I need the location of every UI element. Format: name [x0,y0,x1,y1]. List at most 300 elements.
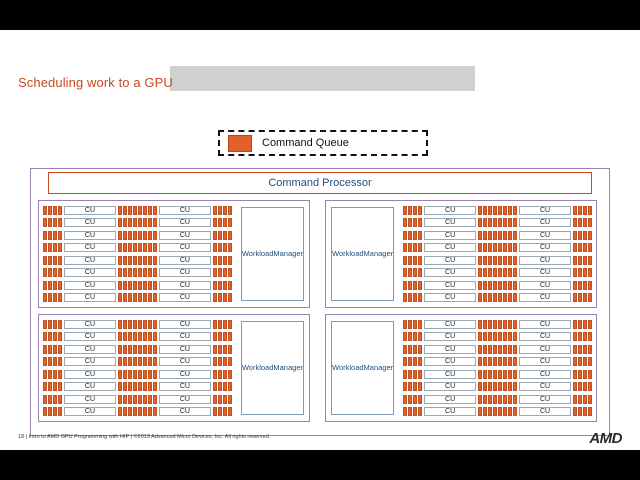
simd-bar [573,293,577,302]
simd-bar-group [138,231,157,240]
cu-row [43,230,232,240]
simd-bar [123,218,127,227]
simd-bar [413,382,417,391]
cu-row [43,255,232,265]
simd-bar [418,293,422,302]
cu-label: CU [519,231,571,240]
simd-bar [213,370,217,379]
simd-bar-group [573,395,592,404]
simd-bar-group [138,256,157,265]
simd-bar [48,395,52,404]
simd-bar-group [498,218,517,227]
simd-bar [413,345,417,354]
simd-bar [138,293,142,302]
workload-manager [241,207,304,301]
simd-bar [148,243,152,252]
simd-bar [478,256,482,265]
simd-bar [228,357,232,366]
simd-bar [508,281,512,290]
simd-bar [118,382,122,391]
cu-row [43,293,232,303]
simd-bar [43,357,47,366]
simd-bar [483,357,487,366]
simd-bar [133,231,137,240]
simd-bar-group [43,357,62,366]
cu-label: CU [519,218,571,227]
command-queue-swatch [228,135,252,152]
simd-bar-group [403,243,422,252]
simd-bar [223,231,227,240]
compute-unit [498,206,592,215]
simd-bar [58,345,62,354]
simd-bar [488,256,492,265]
simd-bar [218,256,222,265]
simd-bar [58,357,62,366]
simd-bar [408,407,412,416]
simd-bar [223,370,227,379]
shader-engine-top-left [38,200,310,308]
simd-bar [223,256,227,265]
cu-label: CU [424,268,476,277]
simd-bar [578,332,582,341]
simd-bar [48,370,52,379]
simd-bar [578,345,582,354]
simd-bar [138,370,142,379]
simd-bar [48,332,52,341]
cu-row [403,205,592,215]
slide-canvas [0,30,640,450]
simd-bar [43,332,47,341]
simd-bar [148,357,152,366]
command-processor-label: Command Processor [268,177,372,189]
simd-bar [508,382,512,391]
simd-bar [118,357,122,366]
cu-label: CU [424,382,476,391]
simd-bar [58,370,62,379]
workload-manager [331,207,394,301]
simd-bar [53,281,57,290]
cu-label: CU [424,206,476,215]
simd-bar [123,256,127,265]
simd-bar [483,320,487,329]
cu-label: CU [424,281,476,290]
simd-bar [508,206,512,215]
simd-bar [513,293,517,302]
simd-bar [53,206,57,215]
simd-bar [403,256,407,265]
simd-bar [218,357,222,366]
simd-bar [143,332,147,341]
simd-bar-group [138,243,157,252]
simd-bar-group [118,395,137,404]
simd-bar [578,243,582,252]
cu-row [403,407,592,417]
simd-bar [133,370,137,379]
simd-bar [53,407,57,416]
simd-bar [573,243,577,252]
simd-bar-group [118,243,137,252]
simd-bar [488,206,492,215]
cu-row [403,243,592,253]
cu-label: CU [159,218,211,227]
simd-bar [513,320,517,329]
simd-bar [503,357,507,366]
cu-label: CU [159,382,211,391]
simd-bar [578,382,582,391]
simd-bar [228,231,232,240]
simd-bar-group [573,268,592,277]
simd-bar [578,206,582,215]
cu-row [403,394,592,404]
simd-bar [43,268,47,277]
simd-bar [403,293,407,302]
simd-bar-group [138,281,157,290]
simd-bar [48,293,52,302]
simd-bar [478,268,482,277]
cu-row [43,218,232,228]
simd-bar [418,243,422,252]
simd-bar [148,320,152,329]
compute-unit [43,395,137,404]
simd-bar [213,332,217,341]
compute-unit [43,256,137,265]
simd-bar [123,407,127,416]
simd-bar [218,370,222,379]
simd-bar [133,256,137,265]
simd-bar [128,293,132,302]
simd-bar-group [43,281,62,290]
simd-bar [503,370,507,379]
compute-unit [43,345,137,354]
simd-bar-group [138,293,157,302]
simd-bar [153,395,157,404]
simd-bar-group [498,268,517,277]
simd-bar [478,293,482,302]
simd-bar [418,320,422,329]
simd-bar-group [213,320,232,329]
compute-unit [138,370,232,379]
simd-bar [588,357,592,366]
simd-bar-group [478,268,497,277]
simd-bar-group [478,407,497,416]
simd-bar-group [403,218,422,227]
cu-row [43,243,232,253]
simd-bar [128,332,132,341]
simd-bar [138,332,142,341]
simd-bar [143,370,147,379]
simd-bar [488,345,492,354]
simd-bar [483,218,487,227]
compute-unit [138,231,232,240]
simd-bar [143,218,147,227]
simd-bar-group [118,382,137,391]
compute-unit [498,243,592,252]
cu-label: CU [64,407,116,416]
cu-row [43,357,232,367]
simd-bar-group [403,345,422,354]
simd-bar-group [478,345,497,354]
simd-bar [128,206,132,215]
simd-bar [408,231,412,240]
simd-bar [583,345,587,354]
simd-bar [403,243,407,252]
cu-label: CU [519,256,571,265]
compute-unit [138,268,232,277]
compute-unit [403,382,497,391]
simd-bar-group [573,281,592,290]
simd-bar [58,382,62,391]
simd-bar-group [498,320,517,329]
simd-bar [133,395,137,404]
compute-unit [403,268,497,277]
compute-unit [403,395,497,404]
simd-bar [123,206,127,215]
compute-unit [403,345,497,354]
simd-bar-group [403,370,422,379]
cu-row [43,268,232,278]
simd-bar [48,243,52,252]
simd-bar [223,357,227,366]
simd-bar [508,218,512,227]
cu-label: CU [159,332,211,341]
cu-label: CU [64,382,116,391]
simd-bar [223,407,227,416]
cu-label: CU [159,281,211,290]
cu-row [403,344,592,354]
simd-bar [493,332,497,341]
simd-bar [148,370,152,379]
simd-bar-group [498,370,517,379]
simd-bar [583,357,587,366]
simd-bar [583,293,587,302]
simd-bar-group [213,345,232,354]
simd-bar [498,218,502,227]
simd-bar [143,293,147,302]
simd-bar [513,357,517,366]
simd-bar-group [573,332,592,341]
simd-bar [53,395,57,404]
simd-bar [228,218,232,227]
simd-bar [128,345,132,354]
simd-bar [488,281,492,290]
simd-bar [143,206,147,215]
simd-bar [478,243,482,252]
cu-grid [39,315,236,421]
simd-bar [483,332,487,341]
simd-bar [138,206,142,215]
simd-bar [408,218,412,227]
simd-bar [133,268,137,277]
simd-bar [503,382,507,391]
simd-bar [48,218,52,227]
simd-bar-group [573,206,592,215]
cu-label: CU [424,243,476,252]
simd-bar-group [118,370,137,379]
cu-row [403,268,592,278]
simd-bar [573,218,577,227]
simd-bar [583,268,587,277]
simd-bar [43,407,47,416]
workload-manager-label-line: Manager [363,363,394,373]
compute-unit [138,382,232,391]
simd-bar [43,243,47,252]
cu-label: CU [159,407,211,416]
simd-bar-group [573,370,592,379]
simd-bar [53,345,57,354]
simd-bar [58,407,62,416]
compute-unit [498,370,592,379]
simd-bar [408,243,412,252]
simd-bar [133,332,137,341]
simd-bar [48,268,52,277]
simd-bar [573,332,577,341]
simd-bar [413,395,417,404]
workload-manager-label-line: Manager [273,249,303,259]
simd-bar [488,320,492,329]
simd-bar [43,231,47,240]
simd-bar [418,206,422,215]
cu-label: CU [64,268,116,277]
simd-bar [573,407,577,416]
compute-unit [403,218,497,227]
simd-bar-group [43,243,62,252]
simd-bar [488,357,492,366]
simd-bar [43,218,47,227]
simd-bar [588,370,592,379]
simd-bar [483,345,487,354]
cu-row [403,230,592,240]
page-title: Scheduling work to a GPU [18,75,173,90]
simd-bar [213,320,217,329]
simd-bar [418,281,422,290]
simd-bar [123,395,127,404]
simd-bar [213,268,217,277]
command-processor-bar [48,172,592,194]
simd-bar [503,320,507,329]
simd-bar [53,332,57,341]
simd-bar [478,320,482,329]
simd-bar [493,256,497,265]
cu-label: CU [159,231,211,240]
simd-bar [128,281,132,290]
footer-copyright: ©2019 Advanced Micro Devices, Inc. All rights reserved. [133,434,271,440]
simd-bar [498,382,502,391]
simd-bar [583,320,587,329]
simd-bar [118,281,122,290]
workload-manager [331,321,394,415]
simd-bar-group [118,218,137,227]
simd-bar [153,407,157,416]
simd-bar [483,382,487,391]
simd-bar-group [478,370,497,379]
simd-bar-group [498,243,517,252]
simd-bar-group [43,332,62,341]
cu-label: CU [519,243,571,252]
simd-bar [218,382,222,391]
simd-bar [218,281,222,290]
simd-bar-group [138,370,157,379]
simd-bar [493,395,497,404]
cu-label: CU [159,395,211,404]
simd-bar [118,218,122,227]
simd-bar [583,243,587,252]
cu-label: CU [64,256,116,265]
cu-label: CU [424,320,476,329]
simd-bar [128,231,132,240]
cu-row [403,255,592,265]
cu-label: CU [64,332,116,341]
simd-bar [223,218,227,227]
simd-bar-group [43,293,62,302]
simd-bar [513,332,517,341]
simd-bar-group [403,231,422,240]
simd-bar [413,268,417,277]
simd-bar [128,243,132,252]
simd-bar-group [118,357,137,366]
simd-bar [578,357,582,366]
compute-unit [138,243,232,252]
simd-bar [498,395,502,404]
simd-bar [503,332,507,341]
simd-bar [573,256,577,265]
simd-bar [583,231,587,240]
cu-grid [39,201,236,307]
cu-row [43,319,232,329]
simd-bar [143,281,147,290]
simd-bar [588,281,592,290]
simd-bar [493,345,497,354]
cu-label: CU [519,357,571,366]
cu-label: CU [159,256,211,265]
compute-unit [498,382,592,391]
compute-unit [403,256,497,265]
simd-bar [143,357,147,366]
simd-bar [218,268,222,277]
simd-bar [143,231,147,240]
simd-bar [408,395,412,404]
simd-bar-group [213,268,232,277]
simd-bar-group [403,281,422,290]
simd-bar [148,281,152,290]
simd-bar-group [138,395,157,404]
simd-bar [58,320,62,329]
cu-label: CU [424,370,476,379]
simd-bar [493,281,497,290]
simd-bar [483,395,487,404]
compute-unit [498,256,592,265]
simd-bar [153,268,157,277]
simd-bar [133,293,137,302]
simd-bar [118,332,122,341]
simd-bar [123,281,127,290]
simd-bar [48,231,52,240]
simd-bar-group [478,281,497,290]
simd-bar [48,256,52,265]
simd-bar [218,345,222,354]
simd-bar [143,407,147,416]
simd-bar [498,243,502,252]
simd-bar [513,382,517,391]
simd-bar [58,231,62,240]
simd-bar-group [138,382,157,391]
compute-unit [138,345,232,354]
simd-bar [488,332,492,341]
cu-row [43,344,232,354]
simd-bar [213,281,217,290]
simd-bar [143,243,147,252]
simd-bar [583,370,587,379]
simd-bar [483,268,487,277]
